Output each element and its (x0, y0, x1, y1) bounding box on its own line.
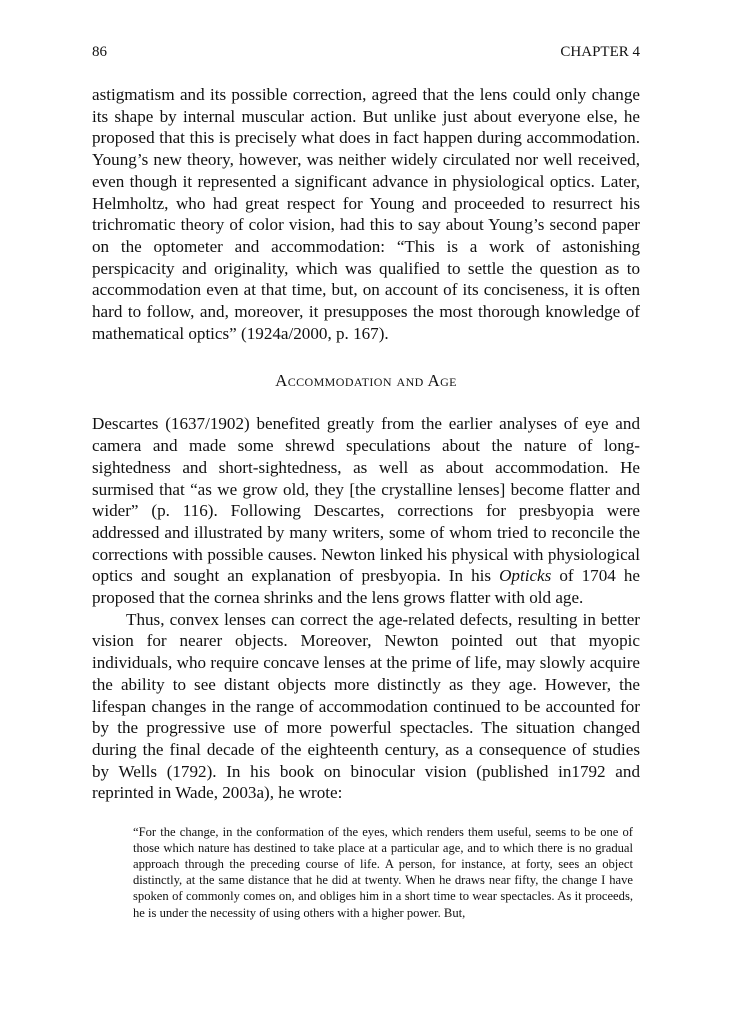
paragraph-2-text-a: Descartes (1637/1902) benefited greatly from the earlier analyses of eye and camera and made some shrewd speculations about the nature of long-sightedness and short-sightedness, as well as about accommodation. He surmised that “as we grow old, they [the crystalline lenses] become flatter and wider” (p. 116). Following Descartes, corrections for presbyopia were addressed and illustrated by many writers, some of whom tried to reconcile the corrections with possible causes. Newton linked his physical with physiological optics and sought an explanation of presbyopia. In his (92, 414, 640, 586)
section-heading: Accommodation and Age (275, 371, 457, 391)
paragraph-2 (92, 413, 640, 608)
page-number: 86 (92, 44, 107, 60)
running-head (92, 42, 640, 62)
block-quote: “For the change, in the conformation of the eyes, which renders them useful, seems to be one of those which nature has destined to take place at a particular age, and to which there is no gradual approach through the preceding course of life. A person, for instance, at forty, sees an object distinctly, at the same distance that he did at twenty. When he draws near fifty, the change I have spoken of commonly comes on, and obliges him in a short time to wear spectacles. As it proceeds, he is under the necessity of using others with a higher power. But, (133, 825, 633, 920)
page (92, 42, 640, 921)
paragraph-2-text-b: of 1704 he proposed that the cornea shrinks and the lens grows flatter with old age. (92, 566, 640, 608)
paragraph-1: astigmatism and its possible correction, agreed that the lens could only change its shape by internal muscular action. But unlike just about everyone else, he proposed that this is precisely what does in fact happen during accommodation. Young’s new theory, however, was neither widely circulated nor well received, even though it represented a significant advance in physiological optics. Later, Helmholtz, who had great respect for Young and proceeded to resurrect his trichromatic theory of color vision, had this to say about Young’s second paper on the optometer and accommodation: “This is a work of astonishing perspicacity and originality, which was qualified to settle the question as to accommodation even at that time, but, on account of its conciseness, it is often hard to follow, and, moreover, it presupposes the most thorough knowledge of mathematical optics” (1924a/2000, p. 167). (92, 85, 640, 343)
paragraph-2-book-title: Opticks (499, 566, 552, 586)
paragraph-3: Thus, convex lenses can correct the age-related defects, resulting in better vision for nearer objects. Moreover, Newton pointed out that myopic individuals, who require concave lenses at the prime of life, may slowly acquire the ability to see distant objects more distinctly as they age. However, the lifespan changes in the range of accommodation continued to be accounted for by the progressive use of more powerful spectacles. The situation changed during the final decade of the eighteenth century, as a consequence of studies by Wells (1792). In his book on binocular vision (published in1792 and reprinted in Wade, 2003a), he wrote: (92, 609, 640, 803)
chapter-label: CHAPTER 4 (560, 44, 640, 60)
